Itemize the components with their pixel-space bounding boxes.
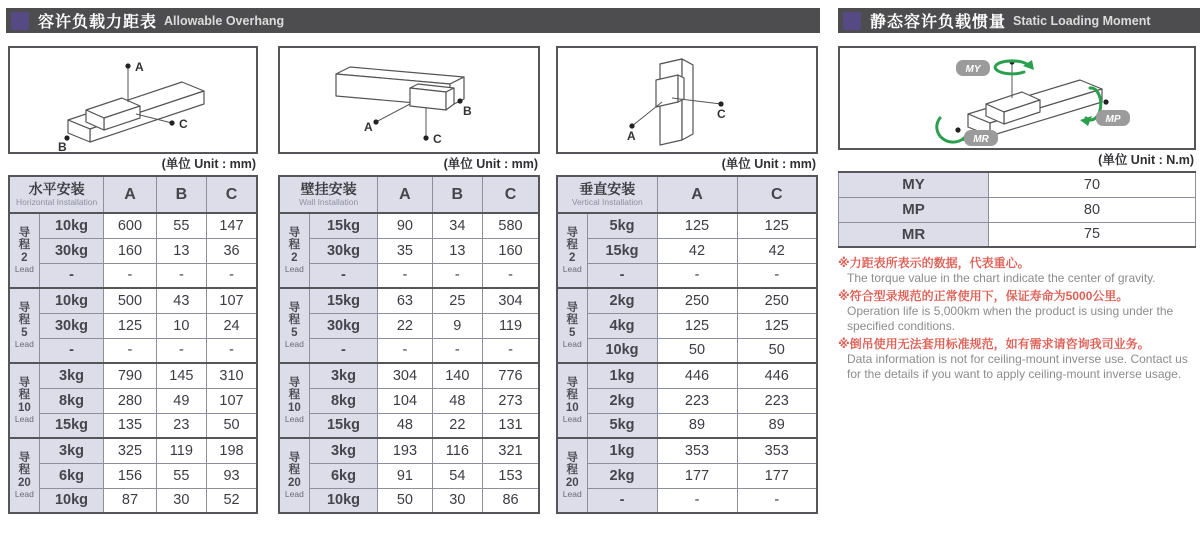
moment-actuator-diagram [840, 48, 1194, 148]
value-cell: 23 [156, 413, 206, 438]
column-header: C [483, 176, 539, 213]
column-header: B [156, 176, 206, 213]
value-cell: 125 [657, 213, 737, 238]
table-title [9, 176, 104, 213]
column-header: C [207, 176, 257, 213]
value-cell: - [657, 263, 737, 288]
lead-cell: 导 程 20 Lead [557, 438, 587, 513]
load-cell: 2kg [587, 388, 657, 413]
value-cell: 131 [483, 413, 539, 438]
moment-row [839, 222, 1196, 247]
load-cell: 15kg [309, 288, 378, 313]
value-cell: 89 [737, 413, 817, 438]
value-cell: 50 [657, 338, 737, 363]
unit-label: (单位 Unit : mm) [443, 157, 538, 171]
table-row [557, 238, 817, 263]
table-row [557, 413, 817, 438]
table-header-row [9, 176, 257, 213]
value-cell: - [104, 338, 156, 363]
moment-table-holder [838, 171, 1196, 248]
table-row [279, 238, 539, 263]
unit-label: (单位 Unit : N.m) [1098, 153, 1194, 167]
table-row [557, 388, 817, 413]
table-row [9, 488, 257, 513]
value-cell: 273 [483, 388, 539, 413]
value-cell: 156 [104, 463, 156, 488]
value-cell: 125 [737, 313, 817, 338]
table-row [279, 363, 539, 388]
accent-square [11, 12, 29, 30]
value-cell: 790 [104, 363, 156, 388]
value-cell: 87 [104, 488, 156, 513]
load-cell: 5kg [587, 413, 657, 438]
point-label-c: C [433, 132, 442, 146]
value-cell: 125 [104, 313, 156, 338]
value-cell: 177 [657, 463, 737, 488]
load-cell: 30kg [309, 313, 378, 338]
load-cell: 30kg [39, 238, 104, 263]
value-cell: - [156, 338, 206, 363]
value-cell: 86 [483, 488, 539, 513]
value-cell: 776 [483, 363, 539, 388]
accent-square [843, 12, 861, 30]
value-cell: - [378, 338, 432, 363]
table-row [279, 313, 539, 338]
table-title-cn: 壁挂安装 [300, 181, 357, 197]
note-cn: ※力距表所表示的数据，代表重心。 [838, 256, 1030, 270]
value-cell: 119 [156, 438, 206, 463]
value-cell: - [483, 338, 539, 363]
lead-cell: 导 程 20 Lead [9, 438, 39, 513]
load-cell: - [39, 263, 104, 288]
table-row [9, 413, 257, 438]
value-cell: - [207, 263, 257, 288]
value-cell: 147 [207, 213, 257, 238]
table-row [9, 388, 257, 413]
horizontal-actuator-diagram [10, 48, 256, 152]
note-en: Data information is not for ceiling-mount inverse use. Contact us for the details if you want to apply ceiling-mount inverse usage. [847, 352, 1188, 381]
value-cell: - [104, 263, 156, 288]
lead-cell: 导 程 10 Lead [557, 363, 587, 438]
note-en: Operation life is 5,000km when the product is using under the specified conditions. [847, 304, 1174, 333]
table-row [279, 213, 539, 238]
table-title [557, 176, 657, 213]
value-cell: 9 [432, 313, 482, 338]
value-cell: 325 [104, 438, 156, 463]
value-cell: 198 [207, 438, 257, 463]
load-cell: - [587, 488, 657, 513]
table-row [557, 488, 817, 513]
value-cell: 600 [104, 213, 156, 238]
point-label-a: A [135, 60, 144, 74]
vertical-installation-column [556, 46, 818, 514]
load-cell: 15kg [587, 238, 657, 263]
load-cell: - [309, 338, 378, 363]
value-cell: 250 [657, 288, 737, 313]
notes-block [838, 255, 1196, 382]
horizontal-diagram-box [8, 46, 258, 154]
vertical-table-holder [556, 175, 818, 514]
unit-label: (单位 Unit : mm) [161, 157, 256, 171]
table-row [557, 438, 817, 463]
vertical-actuator-diagram [558, 48, 816, 152]
wall-installation-column [278, 46, 540, 514]
load-cell: 2kg [587, 463, 657, 488]
load-cell: 1kg [587, 363, 657, 388]
column-header: B [432, 176, 482, 213]
overhang-table [278, 175, 540, 514]
value-cell: 160 [483, 238, 539, 263]
horizontal-installation-column [8, 46, 258, 514]
value-cell: - [432, 263, 482, 288]
value-cell: 353 [737, 438, 817, 463]
value-cell: - [207, 338, 257, 363]
moment-label-cell: MR [839, 222, 989, 247]
value-cell: 580 [483, 213, 539, 238]
column-header: C [737, 176, 817, 213]
table-title [279, 176, 378, 213]
overhang-table [556, 175, 818, 514]
value-cell: 13 [432, 238, 482, 263]
value-cell: 223 [737, 388, 817, 413]
value-cell: 54 [432, 463, 482, 488]
moment-diagram-box [838, 46, 1196, 150]
value-cell: - [483, 263, 539, 288]
value-cell: 119 [483, 313, 539, 338]
table-row [9, 263, 257, 288]
point-label-c: C [179, 117, 188, 131]
point-label-c: C [717, 107, 726, 121]
load-cell: 10kg [309, 488, 378, 513]
value-cell: 107 [207, 388, 257, 413]
table-title-cn: 水平安装 [28, 181, 85, 197]
table-row [9, 288, 257, 313]
value-cell: 48 [432, 388, 482, 413]
table-title-en: Wall Installation [299, 197, 359, 207]
value-cell: 63 [378, 288, 432, 313]
overhang-table [8, 175, 258, 514]
table-row [557, 363, 817, 388]
table-row [279, 413, 539, 438]
value-cell: 177 [737, 463, 817, 488]
section-header-moment [838, 8, 1200, 33]
load-cell: 30kg [39, 313, 104, 338]
value-cell: 135 [104, 413, 156, 438]
value-cell: 91 [378, 463, 432, 488]
value-cell: 140 [432, 363, 482, 388]
value-cell: 89 [657, 413, 737, 438]
moment-value-cell: 70 [989, 172, 1196, 197]
load-cell: 10kg [587, 338, 657, 363]
value-cell: - [156, 263, 206, 288]
value-cell: 25 [432, 288, 482, 313]
point-label-a: A [364, 120, 373, 134]
load-cell: 10kg [39, 488, 104, 513]
value-cell: 52 [207, 488, 257, 513]
load-cell: 15kg [309, 213, 378, 238]
table-row [9, 363, 257, 388]
section-title-en: Static Loading Moment [1013, 13, 1151, 28]
value-cell: 160 [104, 238, 156, 263]
value-cell: 30 [156, 488, 206, 513]
moment-row [839, 172, 1196, 197]
value-cell: 193 [378, 438, 432, 463]
point-label-a: A [627, 129, 636, 143]
value-cell: 93 [207, 463, 257, 488]
note-cn: ※倒吊使用无法套用标准规范，如有需求请咨询我司业务。 [838, 337, 1150, 351]
value-cell: 10 [156, 313, 206, 338]
moment-column [838, 46, 1196, 384]
value-cell: 104 [378, 388, 432, 413]
wall-diagram-box [278, 46, 540, 154]
table-title-en: Horizontal Installation [16, 197, 98, 207]
table-row [557, 313, 817, 338]
value-cell: 55 [156, 463, 206, 488]
load-cell: 15kg [39, 413, 104, 438]
lead-cell: 导 程 10 Lead [9, 363, 39, 438]
lead-cell: 导 程 20 Lead [279, 438, 309, 513]
load-cell: 3kg [39, 438, 104, 463]
value-cell: 304 [378, 363, 432, 388]
value-cell: 22 [432, 413, 482, 438]
table-row [9, 438, 257, 463]
load-cell: 8kg [39, 388, 104, 413]
table-row [9, 463, 257, 488]
value-cell: 50 [207, 413, 257, 438]
table-row [279, 463, 539, 488]
table-row [279, 338, 539, 363]
moment-row [839, 197, 1196, 222]
value-cell: 446 [737, 363, 817, 388]
vertical-diagram-box [556, 46, 818, 154]
value-cell: 250 [737, 288, 817, 313]
value-cell: 30 [432, 488, 482, 513]
moment-table [838, 171, 1196, 248]
section-title-en: Allowable Overhang [164, 13, 285, 28]
load-cell: - [587, 263, 657, 288]
wall-actuator-diagram [280, 48, 538, 152]
value-cell: 22 [378, 313, 432, 338]
load-cell: 10kg [39, 213, 104, 238]
value-cell: - [737, 263, 817, 288]
value-cell: 34 [432, 213, 482, 238]
table-row [279, 388, 539, 413]
value-cell: 48 [378, 413, 432, 438]
value-cell: 125 [657, 313, 737, 338]
table-row [279, 488, 539, 513]
table-title-en: Vertical Installation [571, 197, 643, 207]
load-cell: 1kg [587, 438, 657, 463]
note-cn: ※符合型录规范的正常使用下，保证寿命为5000公里。 [838, 289, 1129, 303]
load-cell: 4kg [587, 313, 657, 338]
value-cell: 153 [483, 463, 539, 488]
value-cell: 116 [432, 438, 482, 463]
lead-cell: 导 程 5 Lead [9, 288, 39, 363]
table-header-row [557, 176, 817, 213]
value-cell: 321 [483, 438, 539, 463]
value-cell: 42 [737, 238, 817, 263]
column-header: A [378, 176, 432, 213]
load-cell: 5kg [587, 213, 657, 238]
value-cell: 55 [156, 213, 206, 238]
table-row [9, 338, 257, 363]
table-row [9, 213, 257, 238]
table-row [557, 463, 817, 488]
moment-value-cell: 75 [989, 222, 1196, 247]
section-title-cn: 静态容许负载惯量 [870, 14, 1007, 31]
load-cell: 6kg [39, 463, 104, 488]
load-cell: 30kg [309, 238, 378, 263]
lead-cell: 导 程 2 Lead [279, 213, 309, 288]
value-cell: 13 [156, 238, 206, 263]
section-title-cn: 容许负载力距表 [38, 14, 158, 31]
value-cell: 90 [378, 213, 432, 238]
value-cell: - [432, 338, 482, 363]
value-cell: 107 [207, 288, 257, 313]
table-row [557, 263, 817, 288]
moment-value-cell: 80 [989, 197, 1196, 222]
value-cell: 24 [207, 313, 257, 338]
table-row [557, 338, 817, 363]
table-header-row [279, 176, 539, 213]
value-cell: 280 [104, 388, 156, 413]
load-cell: 15kg [309, 413, 378, 438]
value-cell: 125 [737, 213, 817, 238]
column-header: A [104, 176, 156, 213]
point-label-b: B [58, 140, 67, 152]
value-cell: 145 [156, 363, 206, 388]
value-cell: 223 [657, 388, 737, 413]
lead-cell: 导 程 2 Lead [9, 213, 39, 288]
column-header: A [657, 176, 737, 213]
value-cell: 304 [483, 288, 539, 313]
value-cell: - [378, 263, 432, 288]
horizontal-table-holder [8, 175, 258, 514]
mp-badge-label: MP [1105, 114, 1121, 125]
lead-cell: 导 程 5 Lead [279, 288, 309, 363]
section-header-overhang [6, 8, 820, 33]
table-title-cn: 垂直安装 [579, 181, 636, 197]
load-cell: 8kg [309, 388, 378, 413]
value-cell: 42 [657, 238, 737, 263]
table-row [279, 263, 539, 288]
value-cell: - [737, 488, 817, 513]
point-label-b: B [463, 104, 472, 118]
load-cell: 3kg [39, 363, 104, 388]
lead-cell: 导 程 2 Lead [557, 213, 587, 288]
load-cell: 2kg [587, 288, 657, 313]
table-row [279, 288, 539, 313]
value-cell: 353 [657, 438, 737, 463]
value-cell: 35 [378, 238, 432, 263]
table-row [557, 288, 817, 313]
load-cell: 6kg [309, 463, 378, 488]
moment-label-cell: MP [839, 197, 989, 222]
wall-table-holder [278, 175, 540, 514]
note-en: The torque value in the chart indicate the center of gravity. [847, 271, 1156, 285]
table-row [9, 313, 257, 338]
mr-badge-label: MR [973, 134, 989, 145]
load-cell: 10kg [39, 288, 104, 313]
table-row [557, 213, 817, 238]
value-cell: - [657, 488, 737, 513]
value-cell: 310 [207, 363, 257, 388]
lead-cell: 导 程 5 Lead [557, 288, 587, 363]
value-cell: 49 [156, 388, 206, 413]
load-cell: - [309, 263, 378, 288]
value-cell: 36 [207, 238, 257, 263]
lead-cell: 导 程 10 Lead [279, 363, 309, 438]
table-row [9, 238, 257, 263]
value-cell: 446 [657, 363, 737, 388]
table-row [279, 438, 539, 463]
value-cell: 50 [378, 488, 432, 513]
load-cell: 3kg [309, 438, 378, 463]
load-cell: 3kg [309, 363, 378, 388]
value-cell: 500 [104, 288, 156, 313]
load-cell: - [39, 338, 104, 363]
my-badge-label: MY [965, 64, 981, 75]
unit-label: (单位 Unit : mm) [721, 157, 816, 171]
value-cell: 43 [156, 288, 206, 313]
moment-label-cell: MY [839, 172, 989, 197]
value-cell: 50 [737, 338, 817, 363]
